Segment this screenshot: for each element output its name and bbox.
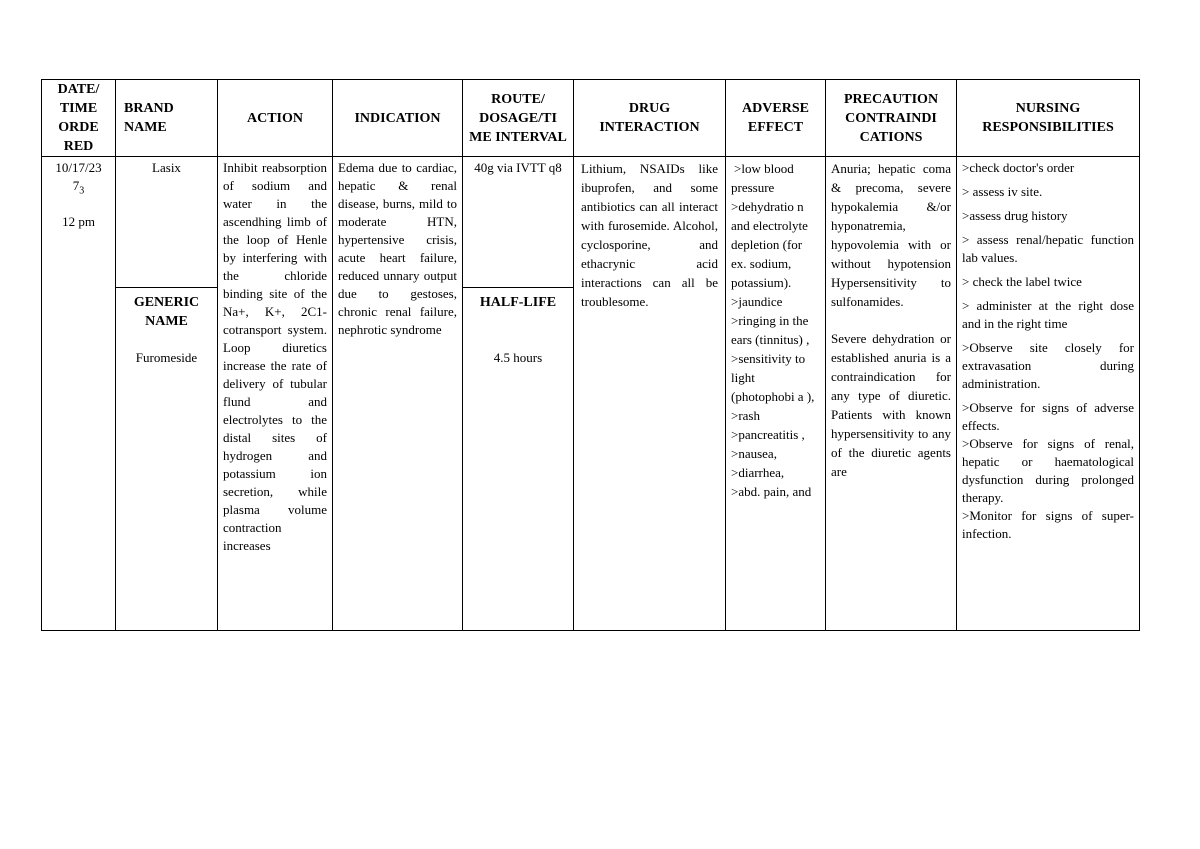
- cell-route: [463, 157, 574, 631]
- brand-divider: [116, 287, 217, 288]
- header-interaction: DRUG INTERACTION: [574, 80, 726, 157]
- adverse-item: >jaundice: [731, 294, 783, 309]
- cell-nursing: [957, 157, 1140, 631]
- cell-precaution: [826, 157, 957, 631]
- header-date: DATE/ TIME ORDE RED: [42, 80, 116, 157]
- adverse-item: >diarrhea,: [731, 465, 785, 480]
- contraindication-text: Severe dehydration or established anuria is a contraindication for any type of diuretic. Patients with known hypersensitivity to any of the diuretic agents are: [831, 331, 951, 479]
- cell-interaction: Lithium, NSAIDs like ibuprofen, and some antibiotics can all interact with furosemide. Alcohol, cyclosporine, and ethacrynic acid interactions can all be troublesome.: [574, 157, 726, 631]
- drug-study-table: [41, 79, 1140, 631]
- drug-study-sheet: [41, 79, 1139, 631]
- brand-name: Lasix: [152, 160, 181, 175]
- header-precaution: PRECAUTION CONTRAINDI CATIONS: [826, 80, 957, 157]
- header-brand: BRAND NAME: [116, 80, 218, 157]
- adverse-item: >sensitivity to light (photophobi a ),: [731, 351, 815, 404]
- route-value: 40g via IVTT q8: [474, 160, 562, 175]
- generic-header: GENERIC NAME: [133, 295, 200, 329]
- half-life-header: HALF-LIFE: [479, 295, 557, 310]
- cell-brand: [116, 157, 218, 631]
- nursing-item: > administer at the right dose and in the right time: [962, 298, 1134, 331]
- adverse-item: >low blood pressure: [731, 161, 794, 195]
- date-tail: $7_3$: [72, 178, 85, 197]
- adverse-item: >ringing in the ears (tinnitus) ,: [731, 313, 810, 347]
- adverse-item: >abd. pain, and: [731, 484, 812, 499]
- nursing-item: >Observe site closely for extravasation during administration.: [962, 340, 1134, 391]
- cell-date: [42, 157, 116, 631]
- adverse-item: >rash: [731, 408, 760, 423]
- cell-adverse: [726, 157, 826, 631]
- cell-action: Inhibit reabsorption of sodium and water in the ascendhing limb of the loop of Henle by interfering with the chloride binding site of the Na+, K+, 2C1- cotransport system. Loop diuretics increase the rate of delivery of tubular flund and electrolytes to the distal sites of hydrogen and potassium ion secretion, while plasma volume contraction increases: [218, 157, 333, 631]
- header-adverse: ADVERSE EFFECT: [726, 80, 826, 157]
- precaution-text: Anuria; hepatic coma & precoma, severe hypokalemia &/or hyponatremia, hypovolemia with or without hypotension Hypersensitivity to sulfonamides.: [831, 161, 951, 309]
- header-nursing: NURSING RESPONSIBILITIES: [957, 80, 1140, 157]
- nursing-item: > assess renal/hepatic function lab values.: [962, 232, 1134, 265]
- nursing-item: > check the label twice: [962, 274, 1082, 289]
- drug-row: [42, 157, 1140, 631]
- nursing-item: >check doctor's order: [962, 160, 1075, 175]
- adverse-item: >nausea,: [731, 446, 777, 461]
- date-value: 10/17/23: [55, 160, 102, 175]
- header-route: ROUTE/ DOSAGE/TI ME INTERVAL: [463, 80, 574, 157]
- generic-name: Furomeside: [135, 350, 198, 365]
- half-life-value: 4.5 hours: [493, 350, 543, 365]
- cell-indication: Edema due to cardiac, hepatic & renal disease, burns, mild to moderate HTN, hypertensive crisis, acute heart failure, reduced unnary output due to gestoses, chronic renal failure, nephrotic syndrome: [333, 157, 463, 631]
- header-action: ACTION: [218, 80, 333, 157]
- header-indication: INDICATION: [333, 80, 463, 157]
- nursing-item: >Monitor for signs of super-infection.: [962, 508, 1134, 541]
- nursing-item: >Observe for signs of adverse effects.: [962, 400, 1134, 433]
- nursing-item: >Observe for signs of renal, hepatic or haematological dysfunction during prolonged therapy.: [962, 436, 1134, 505]
- route-divider: [463, 287, 573, 288]
- nursing-item: > assess iv site.: [962, 184, 1043, 199]
- header-row: [42, 80, 1140, 157]
- adverse-item: >dehydratio n and electrolyte depletion (for ex. sodium, potassium).: [731, 199, 808, 290]
- time-value: 12 pm: [62, 214, 95, 229]
- nursing-item: >assess drug history: [962, 208, 1068, 223]
- adverse-item: >pancreatitis ,: [731, 427, 805, 442]
